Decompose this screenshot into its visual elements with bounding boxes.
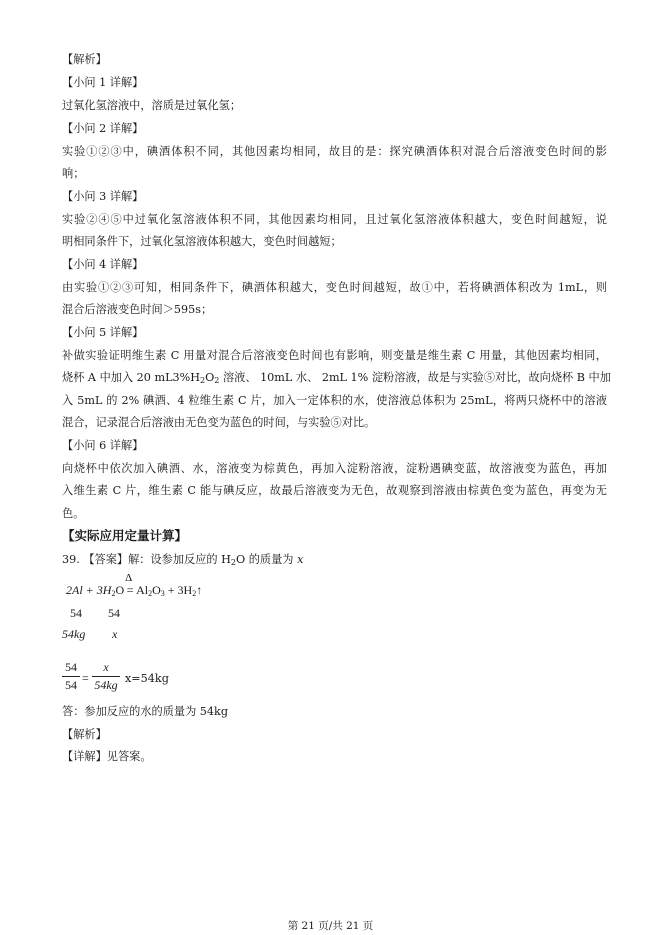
subquestion-3-text-1: 实验②④⑤中过氧化氢溶液体积不同，其他因素均相同，且过氧化氢溶液体积越大，变色时间越短，说 <box>62 213 607 226</box>
molar-mass-h2o: 54 <box>108 606 120 620</box>
detail-text: 【详解】见答案。 <box>62 750 152 763</box>
subquestion-5-text-3: 入 5mL 的 2% 碘酒、4 粒维生素 C 片，加入一定体积的水，使溶液总体积为 25mL，将两只烧杯中的溶液 <box>62 394 607 407</box>
subquestion-5-heading: 【小问 5 详解】 <box>62 326 144 339</box>
proportion-result: x=54kg <box>125 672 169 685</box>
mass-al: 54kg <box>62 627 86 641</box>
subquestion-1-text: 过氧化氢溶液中，溶质是过氧化氢； <box>62 99 242 112</box>
subquestion-2-text-1: 实验①②③中，碘酒体积不同，其他因素均相同，故目的是：探究碘酒体积对混合后溶液变色时间的影 <box>62 145 607 158</box>
page-number: 第 21 页/共 21 页 <box>287 920 374 932</box>
subquestion-4-text-2: 混合后溶液变色时间＞595s； <box>62 303 213 316</box>
subquestion-1-heading: 【小问 1 详解】 <box>62 76 144 89</box>
mass-h2o: x <box>112 627 118 641</box>
subquestion-5-text-1: 补做实验证明维生素 C 用量对混合后溶液变色时间也有影响，则变量是维生素 C 用量，其他因素均相同， <box>62 349 607 362</box>
equals-sign: = <box>82 671 89 685</box>
chemical-equation: $2Al + 3H_2O$ Δ = $Al_2O_3$ + $3H_2↑$ <box>66 572 203 598</box>
subquestion-4-text-1: 由实验①②③可知，相同条件下，碘酒体积越大，变色时间越短，故①中，若将碘酒体积改为 1mL，则 <box>62 281 607 294</box>
section-heading: 【实际应用定量计算】 <box>62 528 188 543</box>
molar-mass-al: 54 <box>70 606 82 620</box>
subquestion-3-heading: 【小问 3 详解】 <box>62 190 144 203</box>
final-answer: 答：参加反应的水的质量为 54kg <box>62 705 228 718</box>
fraction-right: x 54kg <box>92 660 120 693</box>
subquestion-6-text-3: 色。 <box>62 507 85 520</box>
subquestion-6-text-1: 向烧杯中依次加入碘酒、水，溶液变为棕黄色，再加入淀粉溶液，淀粉遇碘变蓝，故溶液变为蓝色，再加 <box>62 462 607 475</box>
subquestion-2-heading: 【小问 2 详解】 <box>62 122 144 135</box>
subquestion-6-heading: 【小问 6 详解】 <box>62 439 144 452</box>
subquestion-4-heading: 【小问 4 详解】 <box>62 258 144 271</box>
fraction-left: 54 54 <box>62 660 80 693</box>
analysis-heading-2: 【解析】 <box>62 728 107 741</box>
subquestion-6-text-2: 入维生素 C 片，维生素 C 能与碘反应，故最后溶液变为无色，故观察到溶液由棕黄色变为蓝色，再变为无 <box>62 484 607 497</box>
subquestion-5-text-2: 烧杯 A 中加入 20 $mL3\%H_2O_2$ 溶液、 10mL 水、 2mL 1% 淀粉溶液，故是与实验⑤对比，故向烧杯 B 中加 <box>62 371 611 385</box>
subquestion-3-text-2: 明相同条件下，过氧化氢溶液体积越大，变色时间越短； <box>62 235 342 248</box>
subquestion-2-text-2: 响； <box>62 167 85 180</box>
analysis-heading: 【解析】 <box>62 53 107 66</box>
question-39-answer: 39. 【答案】解：设参加反应的 $H_2O$ 的质量为 x <box>62 553 304 567</box>
subquestion-5-text-4: 混合，记录混合后溶液由无色变为蓝色的时间，与实验⑤对比。 <box>62 416 376 429</box>
